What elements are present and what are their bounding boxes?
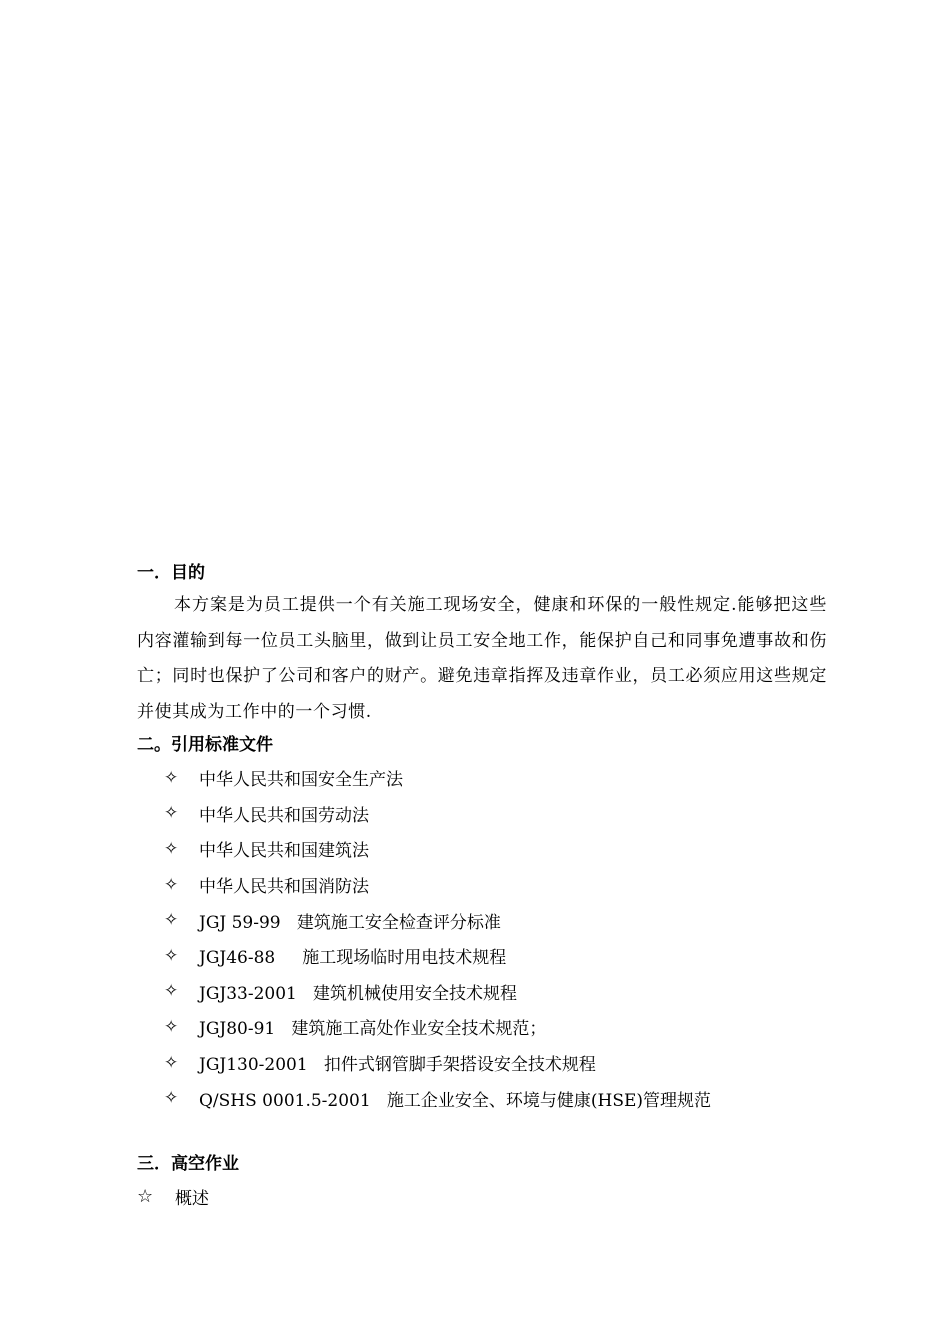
reference-item [137,1009,827,1045]
reference-text: JGJ 59-99 建筑施工安全检查评分标准 [199,912,501,933]
reference-text: 中华人民共和国消防法 [199,877,369,898]
diamond-bullet-icon: ✧ [164,838,179,859]
section-1-heading: 一．目的 [137,563,205,583]
reference-item [137,974,827,1010]
reference-item [137,938,827,974]
reference-text: Q/SHS 0001.5-2001 施工企业安全、环境与健康(HSE)管理规范 [199,1090,712,1111]
reference-item [137,902,827,938]
diamond-bullet-icon: ✧ [164,874,179,895]
reference-text: JGJ33-2001 建筑机械使用安全技术规程 [199,983,518,1004]
diamond-bullet-icon: ✧ [164,1052,179,1073]
section-3-subheading [137,1179,827,1215]
reference-text: JGJ130-2001 扣件式钢管脚手架搭设安全技术规程 [199,1055,596,1076]
section-3-heading: 三．高空作业 [137,1153,239,1174]
reference-text: 中华人民共和国建筑法 [199,841,369,862]
diamond-bullet-icon: ✧ [164,945,179,966]
reference-text: 中华人民共和国安全生产法 [199,770,403,791]
reference-item [137,796,827,832]
star-bullet-icon: ☆ [137,1186,154,1208]
reference-list [137,760,827,1116]
section-spacer [137,1116,827,1149]
reference-item [137,867,827,903]
diamond-bullet-icon: ✧ [164,910,179,931]
reference-text: JGJ46-88 施工现场临时用电技术规程 [199,948,507,969]
document-body [137,558,827,1215]
reference-text: 中华人民共和国劳动法 [199,805,369,826]
reference-item [137,831,827,867]
diamond-bullet-icon: ✧ [164,767,179,788]
reference-text: JGJ80-91 建筑施工高处作业安全技术规范； [199,1019,547,1040]
section-1-paragraph: 本方案是为员工提供一个有关施工现场安全，健康和环保的一般性规定.能够把这些内容灌输到每一位员工头脑里，做到让员工安全地工作，能保护自己和同事免遭事故和伤亡；同时也保护了公司和客户的财产。避免违章指挥及违章作业，员工必须应用这些规定并使其成为工作中的一个习惯. [137,595,827,722]
reference-item [137,1080,827,1116]
diamond-bullet-icon: ✧ [164,981,179,1002]
subheading-label: 概述 [175,1189,209,1210]
diamond-bullet-icon: ✧ [164,803,179,824]
diamond-bullet-icon: ✧ [164,1088,179,1109]
diamond-bullet-icon: ✧ [164,1016,179,1037]
section-2-heading: 二。引用标准文件 [137,735,273,755]
reference-item [137,1045,827,1081]
reference-item [137,760,827,796]
